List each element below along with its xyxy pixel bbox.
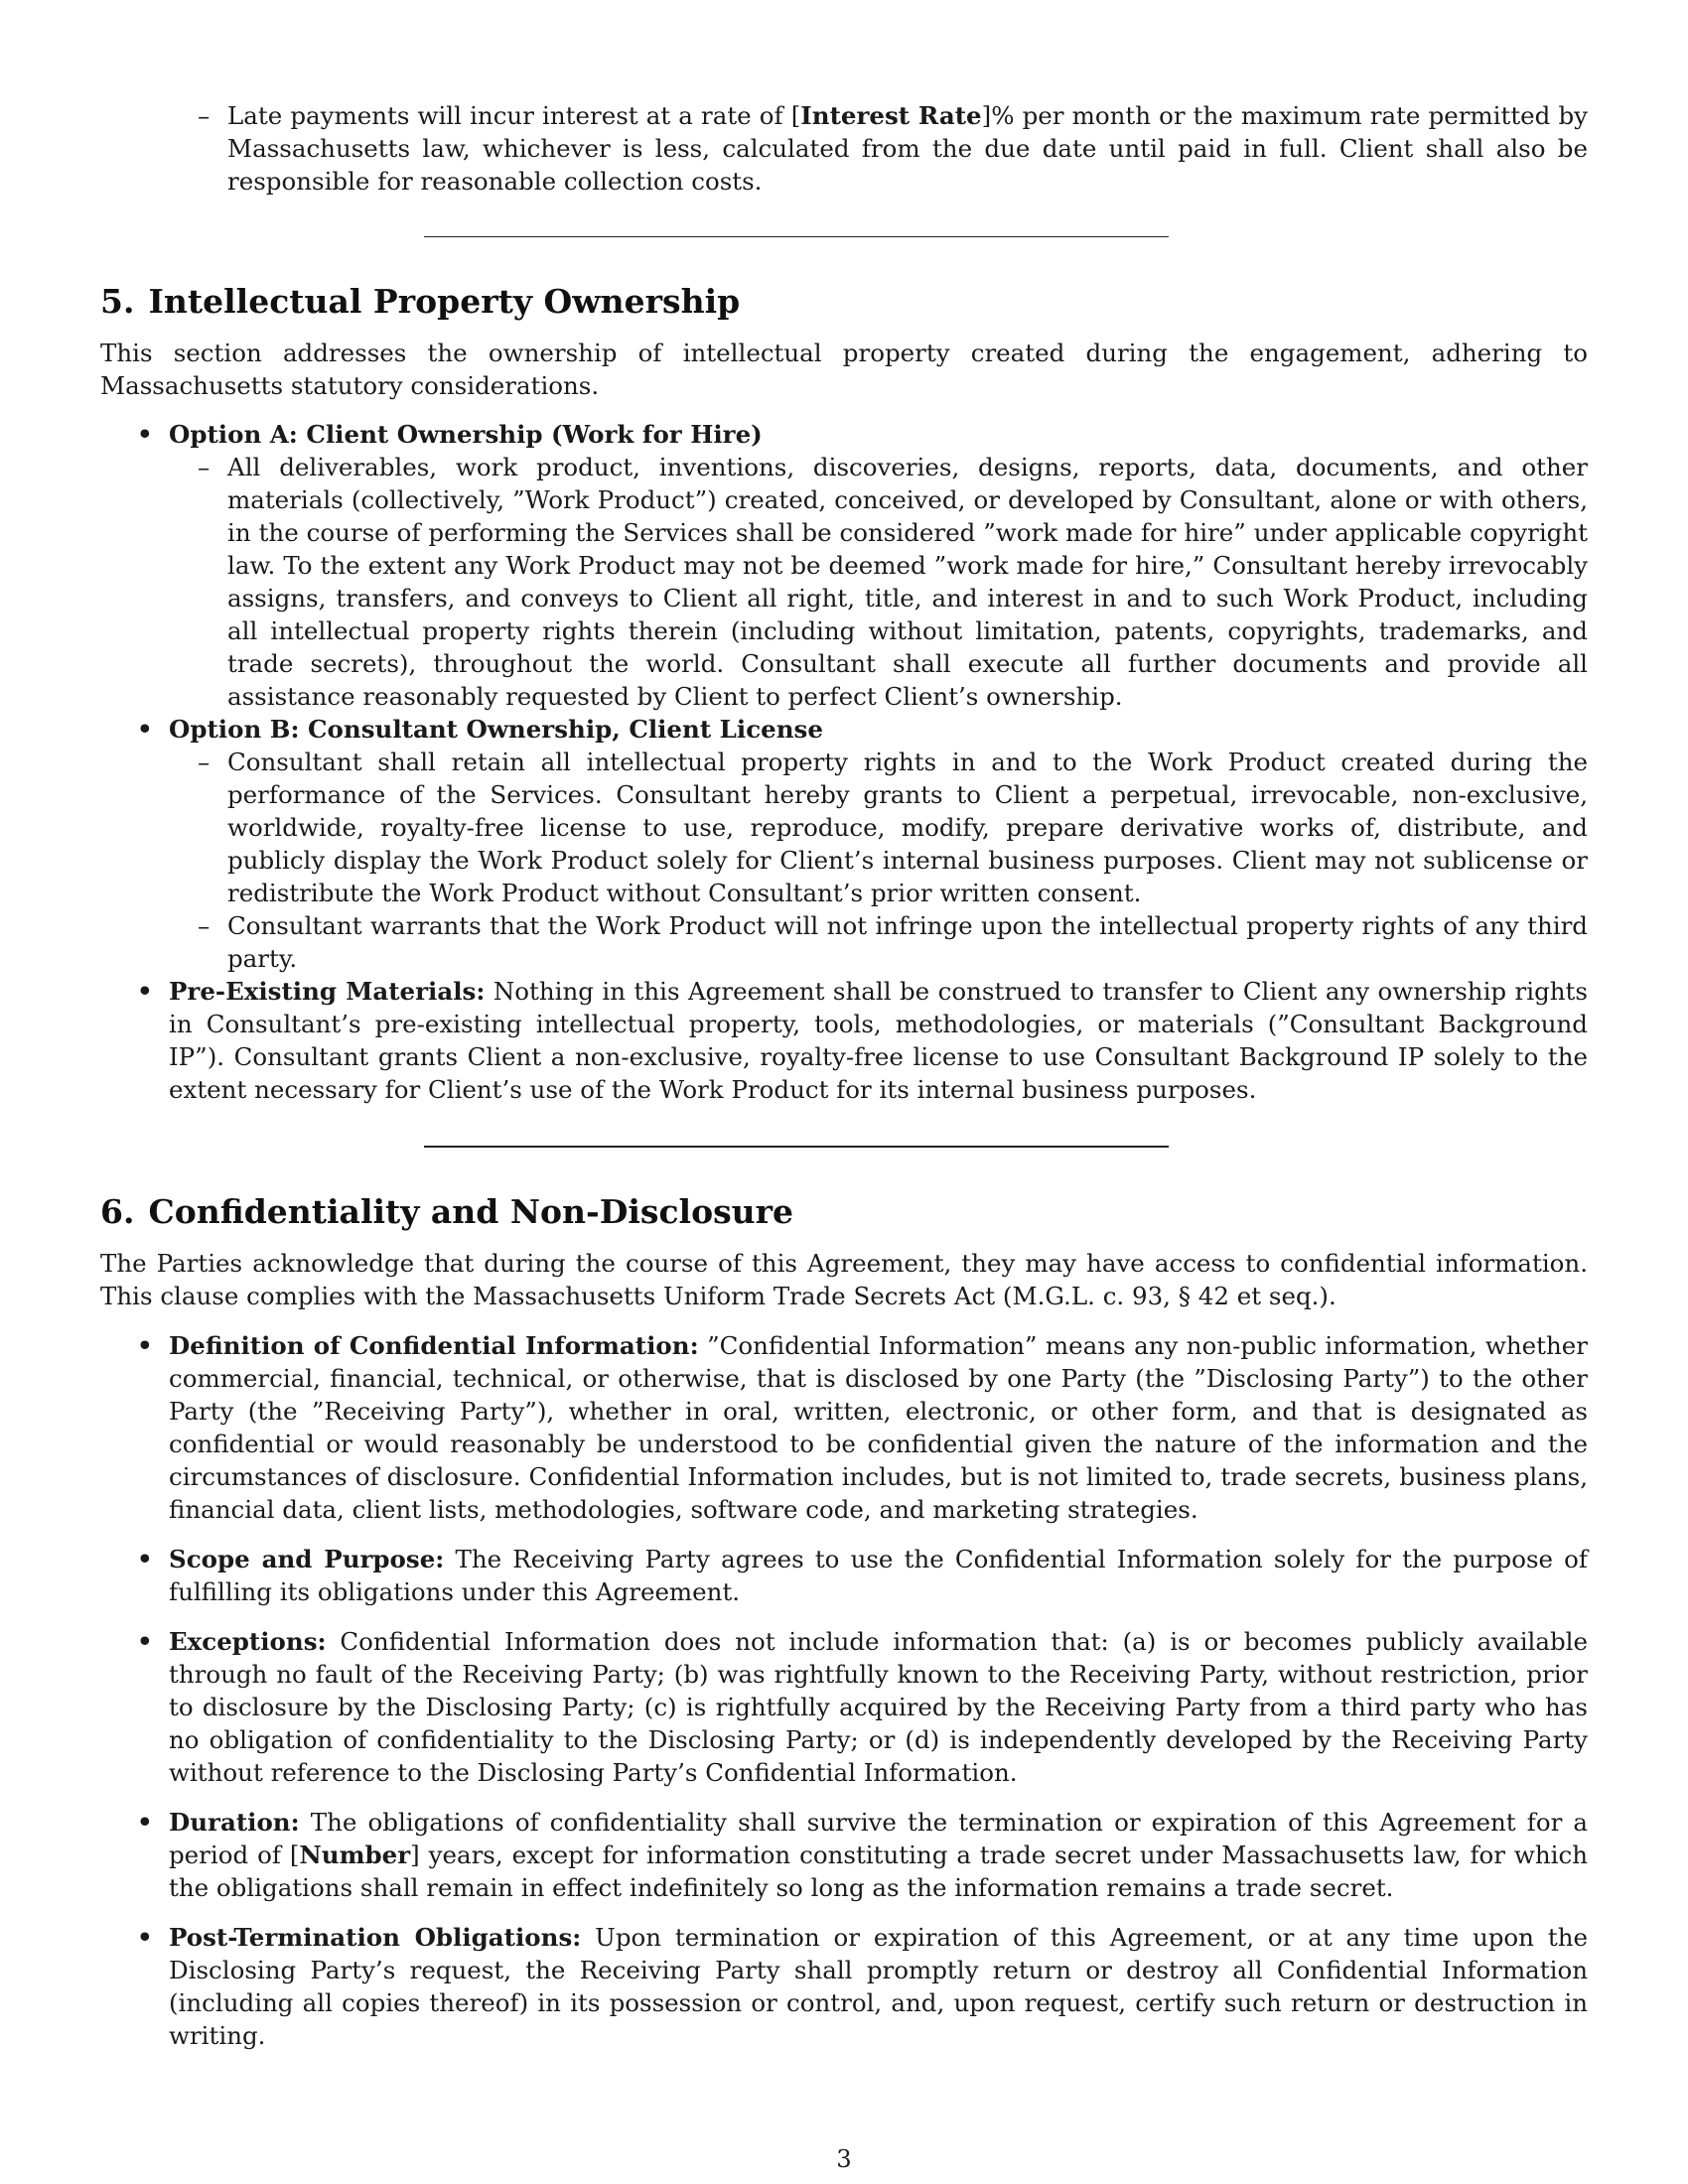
pre-existing-item — [100, 975, 1588, 1106]
bullet-marker: • — [137, 1331, 153, 1360]
bullet-marker: • — [137, 715, 153, 744]
dash-marker: – — [198, 748, 211, 776]
section-6-heading — [100, 1192, 1588, 1232]
number-placeholder: Number — [299, 1841, 411, 1869]
section-6-title: Confidentiality and Non-Disclosure — [148, 1192, 794, 1231]
bullet-marker: • — [137, 977, 153, 1006]
bullet-marker: • — [137, 1923, 153, 1952]
section-5-number: 5. — [100, 282, 135, 321]
section-divider — [424, 236, 1169, 237]
exceptions-text: Confidential Information does not include information that: (a) is or becomes publicly available through no fault of the Receiving Party; (b) was rightfully known to the Receiving Party, without restriction, prior to disclosure by the Disclosing Party; (c) is rightfully acquired by the Receiving Party from a third party who has no obligation of confidentiality to the Disclosing Party; or (d) is independently developed by the Receiving Party without reference to the Disclosing Party’s Confidential Information. — [169, 1627, 1588, 1787]
exceptions-heading: Exceptions: — [169, 1627, 327, 1656]
definition-item — [100, 1329, 1588, 1526]
option-b-subitem — [100, 746, 1588, 909]
section-6-intro: The Parties acknowledge that during the course of this Agreement, they may have access to confidential information. This clause complies with the Massachusetts Uniform Trade Secrets Act (M.G.L. c. 93, § 42 et seq.). — [100, 1249, 1588, 1310]
scope-text: The Receiving Party agrees to use the Confidential Information solely for the purpose of fulfilling its obligations under this Agreement. — [169, 1545, 1588, 1606]
late-payment-text-2: ]% per month or the maximum rate permitted by Massachusetts law, whichever is less, calculated from the due date until paid in full. Client shall also be responsible for reasonable collection costs. — [227, 101, 1589, 196]
option-a-text: All deliverables, work product, inventions, discoveries, designs, reports, data, documents, and other materials (collectively, ”Work Product”) created, conceived, or developed by Consultant, alone or with others, in the course of performing the Services shall be considered ”work made for hire” under applicable copyright law. To the extent any Work Product may not be deemed ”work made for hire,” Consultant hereby irrevocably assigns, transfers, and conveys to Client all right, title, and interest in and to such Work Product, including all intellectual property rights therein (including without limitation, patents, copyrights, trademarks, and trade secrets), throughout the world. Consultant shall execute all further documents and provide all assistance reasonably requested by Client to perfect Client’s ownership. — [227, 453, 1588, 711]
page-number: 3 — [836, 2145, 852, 2173]
section-5-title: Intellectual Property Ownership — [148, 282, 741, 321]
post-termination-item — [100, 1921, 1588, 2052]
option-b-item — [100, 713, 1588, 746]
option-b-subitem — [100, 909, 1588, 975]
option-b-text-2: Consultant warrants that the Work Product will not infringe upon the intellectual property rights of any third party. — [227, 911, 1588, 973]
option-a-item — [100, 418, 1588, 451]
page-content — [100, 99, 1588, 2052]
option-a-subitem — [100, 451, 1588, 713]
section-divider — [424, 1146, 1169, 1148]
scope-heading: Scope and Purpose: — [169, 1545, 445, 1573]
option-a-sublist — [100, 451, 1588, 713]
bullet-marker: • — [137, 1627, 153, 1656]
late-payment-text-1: Late payments will incur interest at a rate of [ — [227, 101, 801, 130]
pre-existing-heading: Pre-Existing Materials: — [169, 977, 486, 1006]
dash-marker: – — [198, 453, 211, 481]
pre-existing-text: Nothing in this Agreement shall be construed to transfer to Client any ownership rights in Consultant’s pre-existing intellectual property, tools, methodologies, or materials (”Consultant Background IP”). Consultant grants Client a non-exclusive, royalty-free license to use Consultant Background IP solely to the extent necessary for Client’s use of the Work Product for its internal business purposes. — [169, 977, 1588, 1104]
duration-heading: Duration: — [169, 1808, 300, 1837]
late-payment-item — [100, 99, 1588, 198]
post-termination-text: Upon termination or expiration of this Agreement, or at any time upon the Disclosing Party’s request, the Receiving Party shall promptly return or destroy all Confidential Information (including all copies thereof) in its possession or control, and, upon request, certify such return or destruction in writing. — [169, 1923, 1588, 2050]
bullet-marker: • — [137, 1545, 153, 1573]
exceptions-item — [100, 1625, 1588, 1789]
section-5-heading — [100, 282, 1588, 322]
section-5-intro: This section addresses the ownership of intellectual property created during the engagement, adhering to Massachusetts statutory considerations. — [100, 339, 1588, 400]
dash-marker: – — [198, 911, 211, 940]
option-a-heading: Option A: Client Ownership (Work for Hire) — [169, 420, 763, 449]
post-termination-heading: Post-Termination Obligations: — [169, 1923, 582, 1952]
option-b-text-1: Consultant shall retain all intellectual property rights in and to the Work Product created during the performance of the Services. Consultant hereby grants to Client a perpetual, irrevocable, non-exclusive, worldwide, royalty-free license to use, reproduce, modify, prepare derivative works of, distribute, and publicly display the Work Product solely for Client’s internal business purposes. Client may not sublicense or redistribute the Work Product without Consultant’s prior written consent. — [227, 748, 1588, 907]
definition-text: ”Confidential Information” means any non-public information, whether commercial, financial, technical, or otherwise, that is disclosed by one Party (the ”Disclosing Party”) to the other Party (the ”Receiving Party”), whether in oral, written, electronic, or other form, and that is designated as confidential or would reasonably be understood to be confidential given the nature of the information and the circumstances of disclosure. Confidential Information includes, but is not limited to, trade secrets, business plans, financial data, client lists, methodologies, software code, and marketing strategies. — [169, 1331, 1588, 1524]
scope-item — [100, 1543, 1588, 1608]
interest-rate-placeholder: Interest Rate — [800, 101, 982, 130]
duration-text-2: ] years, except for information constituting a trade secret under Massachusetts law, for which the obligations shall remain in effect indefinitely so long as the information remains a trade secret. — [169, 1841, 1588, 1902]
bullet-marker: • — [137, 1808, 153, 1837]
dash-marker: – — [198, 101, 211, 130]
duration-item — [100, 1806, 1588, 1904]
section-6-number: 6. — [100, 1192, 135, 1231]
definition-heading: Definition of Confidential Information: — [169, 1331, 699, 1360]
bullet-marker: • — [137, 420, 153, 449]
option-b-sublist — [100, 746, 1588, 975]
duration-text-1: The obligations of confidentiality shall survive the termination or expiration of this Agreement for a period of [ — [169, 1808, 1589, 1869]
option-b-heading: Option B: Consultant Ownership, Client License — [169, 715, 823, 744]
